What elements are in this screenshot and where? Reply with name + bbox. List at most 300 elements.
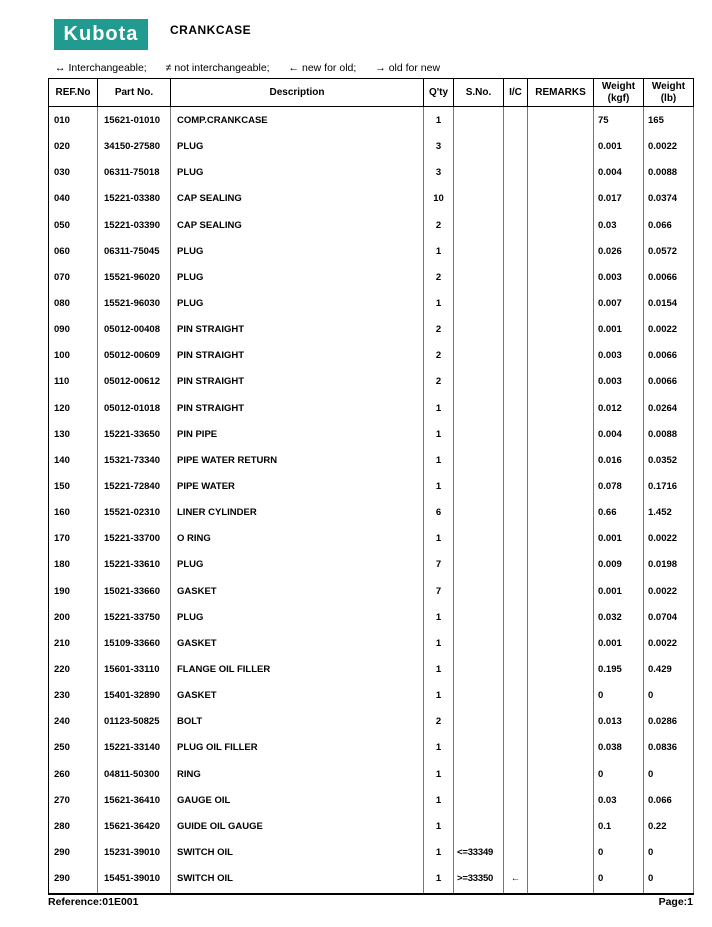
cell-weight-kgf: 0.001 xyxy=(594,134,644,160)
cell-ic xyxy=(504,395,528,421)
cell-qty: 7 xyxy=(424,552,454,578)
cell-sno xyxy=(454,500,504,526)
cell-refno: 110 xyxy=(49,369,98,395)
cell-qty: 1 xyxy=(424,866,454,892)
reference-label: Reference:01E001 xyxy=(48,896,139,908)
cell-qty: 1 xyxy=(424,604,454,630)
cell-refno: 280 xyxy=(49,813,98,839)
cell-refno: 150 xyxy=(49,473,98,499)
cell-remarks xyxy=(528,134,594,160)
table-row xyxy=(49,134,694,160)
cell-description: PLUG xyxy=(171,238,424,264)
cell-qty: 1 xyxy=(424,526,454,552)
page-title: CRANKCASE xyxy=(170,23,252,37)
cell-sno xyxy=(454,343,504,369)
cell-remarks xyxy=(528,839,594,865)
cell-description: PLUG xyxy=(171,552,424,578)
cell-qty: 1 xyxy=(424,656,454,682)
cell-weight-kgf: 0.003 xyxy=(594,369,644,395)
parts-table-body xyxy=(49,107,694,892)
cell-description: PIN STRAIGHT xyxy=(171,395,424,421)
cell-remarks xyxy=(528,709,594,735)
cell-remarks xyxy=(528,186,594,212)
cell-qty: 1 xyxy=(424,683,454,709)
cell-remarks xyxy=(528,813,594,839)
cell-remarks xyxy=(528,290,594,316)
cell-partno: 15221-03380 xyxy=(98,186,171,212)
cell-partno: 04811-50300 xyxy=(98,761,171,787)
cell-sno xyxy=(454,683,504,709)
cell-remarks xyxy=(528,735,594,761)
cell-remarks xyxy=(528,421,594,447)
cell-ic xyxy=(504,421,528,447)
cell-partno: 15221-33700 xyxy=(98,526,171,552)
cell-ic xyxy=(504,709,528,735)
cell-weight-kgf: 0.001 xyxy=(594,578,644,604)
cell-ic xyxy=(504,160,528,186)
cell-ic xyxy=(504,656,528,682)
table-row xyxy=(49,238,694,264)
right-arrow-icon: → xyxy=(375,62,386,74)
table-row xyxy=(49,160,694,186)
table-row xyxy=(49,735,694,761)
cell-remarks xyxy=(528,369,594,395)
cell-description: PLUG xyxy=(171,264,424,290)
cell-partno: 15221-33610 xyxy=(98,552,171,578)
cell-weight-kgf: 0.03 xyxy=(594,787,644,813)
cell-description: GUIDE OIL GAUGE xyxy=(171,813,424,839)
cell-refno: 060 xyxy=(49,238,98,264)
cell-weight-lb: 0.0022 xyxy=(644,317,694,343)
cell-weight-kgf: 0.003 xyxy=(594,264,644,290)
cell-weight-lb: 0 xyxy=(644,839,694,865)
cell-description: CAP SEALING xyxy=(171,212,424,238)
cell-sno xyxy=(454,107,504,134)
table-row xyxy=(49,761,694,787)
cell-refno: 120 xyxy=(49,395,98,421)
cell-weight-kgf: 0 xyxy=(594,761,644,787)
col-header-weight-kgf: Weight (kgf) xyxy=(594,79,644,107)
cell-sno xyxy=(454,735,504,761)
cell-sno xyxy=(454,317,504,343)
cell-weight-kgf: 0.003 xyxy=(594,343,644,369)
table-row xyxy=(49,526,694,552)
cell-description: PLUG OIL FILLER xyxy=(171,735,424,761)
cell-weight-kgf: 0.017 xyxy=(594,186,644,212)
cell-weight-kgf: 75 xyxy=(594,107,644,134)
cell-qty: 2 xyxy=(424,212,454,238)
cell-weight-kgf: 0.004 xyxy=(594,160,644,186)
cell-weight-lb: 0.0022 xyxy=(644,578,694,604)
cell-qty: 2 xyxy=(424,317,454,343)
page-footer xyxy=(48,896,693,908)
cell-sno xyxy=(454,604,504,630)
cell-weight-kgf: 0 xyxy=(594,866,644,892)
cell-qty: 1 xyxy=(424,107,454,134)
parts-table xyxy=(48,78,694,895)
legend-item-not-interchangeable xyxy=(166,62,270,74)
cell-sno xyxy=(454,212,504,238)
cell-remarks xyxy=(528,787,594,813)
col-header-remarks: REMARKS xyxy=(528,79,594,107)
cell-refno: 090 xyxy=(49,317,98,343)
cell-qty: 2 xyxy=(424,369,454,395)
cell-qty: 3 xyxy=(424,134,454,160)
table-row xyxy=(49,473,694,499)
cell-refno: 140 xyxy=(49,447,98,473)
cell-partno: 15221-33140 xyxy=(98,735,171,761)
cell-remarks xyxy=(528,473,594,499)
cell-partno: 15221-72840 xyxy=(98,473,171,499)
cell-refno: 050 xyxy=(49,212,98,238)
table-row xyxy=(49,290,694,316)
cell-weight-lb: 1.452 xyxy=(644,500,694,526)
col-header-sno: S.No. xyxy=(454,79,504,107)
cell-sno xyxy=(454,290,504,316)
cell-ic xyxy=(504,604,528,630)
cell-sno xyxy=(454,369,504,395)
cell-sno: <=33349 xyxy=(454,839,504,865)
cell-qty: 7 xyxy=(424,578,454,604)
cell-refno: 230 xyxy=(49,683,98,709)
cell-weight-kgf: 0.032 xyxy=(594,604,644,630)
cell-sno: >=33350 xyxy=(454,866,504,892)
cell-partno: 05012-00408 xyxy=(98,317,171,343)
table-row xyxy=(49,500,694,526)
table-row xyxy=(49,839,694,865)
table-row xyxy=(49,552,694,578)
cell-partno: 15221-03390 xyxy=(98,212,171,238)
cell-weight-kgf: 0.013 xyxy=(594,709,644,735)
cell-weight-lb: 0.0836 xyxy=(644,735,694,761)
table-row xyxy=(49,395,694,421)
cell-weight-kgf: 0.078 xyxy=(594,473,644,499)
cell-sno xyxy=(454,813,504,839)
cell-description: GAUGE OIL xyxy=(171,787,424,813)
cell-remarks xyxy=(528,317,594,343)
cell-weight-lb: 0.0088 xyxy=(644,421,694,447)
cell-remarks xyxy=(528,630,594,656)
cell-weight-kgf: 0.004 xyxy=(594,421,644,447)
cell-weight-lb: 0.0374 xyxy=(644,186,694,212)
cell-qty: 1 xyxy=(424,787,454,813)
cell-weight-lb: 0.429 xyxy=(644,656,694,682)
cell-sno xyxy=(454,552,504,578)
page-number-label: Page:1 xyxy=(658,896,693,908)
cell-refno: 290 xyxy=(49,839,98,865)
cell-sno xyxy=(454,709,504,735)
cell-ic xyxy=(504,186,528,212)
cell-qty: 1 xyxy=(424,447,454,473)
table-row xyxy=(49,343,694,369)
table-row xyxy=(49,709,694,735)
cell-qty: 10 xyxy=(424,186,454,212)
cell-remarks xyxy=(528,212,594,238)
cell-remarks xyxy=(528,395,594,421)
cell-partno: 05012-00609 xyxy=(98,343,171,369)
table-row xyxy=(49,317,694,343)
cell-description: PIN STRAIGHT xyxy=(171,317,424,343)
cell-partno: 15621-01010 xyxy=(98,107,171,134)
cell-sno xyxy=(454,134,504,160)
cell-ic xyxy=(504,264,528,290)
cell-remarks xyxy=(528,264,594,290)
cell-partno: 06311-75018 xyxy=(98,160,171,186)
cell-ic xyxy=(504,473,528,499)
cell-weight-lb: 0.0022 xyxy=(644,526,694,552)
table-row xyxy=(49,447,694,473)
cell-remarks xyxy=(528,604,594,630)
cell-remarks xyxy=(528,238,594,264)
cell-refno: 250 xyxy=(49,735,98,761)
parts-table-header xyxy=(49,79,694,107)
cell-weight-lb: 0 xyxy=(644,683,694,709)
col-header-partno: Part No. xyxy=(98,79,171,107)
cell-qty: 1 xyxy=(424,735,454,761)
cell-ic xyxy=(504,630,528,656)
cell-refno: 040 xyxy=(49,186,98,212)
cell-refno: 160 xyxy=(49,500,98,526)
cell-qty: 1 xyxy=(424,421,454,447)
cell-sno xyxy=(454,238,504,264)
cell-description: SWITCH OIL xyxy=(171,839,424,865)
cell-weight-lb: 0.0572 xyxy=(644,238,694,264)
cell-refno: 020 xyxy=(49,134,98,160)
cell-weight-lb: 0.22 xyxy=(644,813,694,839)
cell-ic xyxy=(504,317,528,343)
cell-remarks xyxy=(528,552,594,578)
cell-qty: 2 xyxy=(424,343,454,369)
cell-ic xyxy=(504,813,528,839)
legend-label: new for old; xyxy=(302,62,357,74)
cell-partno: 05012-00612 xyxy=(98,369,171,395)
cell-remarks xyxy=(528,343,594,369)
cell-description: PLUG xyxy=(171,604,424,630)
cell-ic xyxy=(504,683,528,709)
cell-sno xyxy=(454,447,504,473)
cell-weight-lb: 0.0022 xyxy=(644,134,694,160)
cell-weight-lb: 0.0022 xyxy=(644,630,694,656)
cell-partno: 15021-33660 xyxy=(98,578,171,604)
cell-refno: 270 xyxy=(49,787,98,813)
cell-refno: 200 xyxy=(49,604,98,630)
cell-ic xyxy=(504,552,528,578)
cell-partno: 15451-39010 xyxy=(98,866,171,892)
cell-ic xyxy=(504,369,528,395)
cell-ic xyxy=(504,238,528,264)
cell-description: CAP SEALING xyxy=(171,186,424,212)
left-arrow-icon: ← xyxy=(288,62,299,74)
cell-ic xyxy=(504,500,528,526)
cell-description: PIPE WATER RETURN xyxy=(171,447,424,473)
cell-remarks xyxy=(528,500,594,526)
cell-ic xyxy=(504,290,528,316)
parts-table-filler xyxy=(49,892,694,894)
cell-remarks xyxy=(528,866,594,892)
cell-weight-kgf: 0.038 xyxy=(594,735,644,761)
col-header-qty: Q'ty xyxy=(424,79,454,107)
table-row xyxy=(49,787,694,813)
cell-ic xyxy=(504,735,528,761)
col-header-description: Description xyxy=(171,79,424,107)
cell-qty: 1 xyxy=(424,238,454,264)
cell-weight-lb: 0.066 xyxy=(644,212,694,238)
cell-weight-kgf: 0.007 xyxy=(594,290,644,316)
cell-partno: 15621-36420 xyxy=(98,813,171,839)
table-row xyxy=(49,107,694,134)
col-header-refno: REF.No xyxy=(49,79,98,107)
cell-weight-lb: 0.0264 xyxy=(644,395,694,421)
table-row xyxy=(49,866,694,892)
cell-description: BOLT xyxy=(171,709,424,735)
cell-ic xyxy=(504,107,528,134)
cell-remarks xyxy=(528,160,594,186)
cell-sno xyxy=(454,787,504,813)
cell-weight-kgf: 0.001 xyxy=(594,526,644,552)
cell-refno: 010 xyxy=(49,107,98,134)
legend-label: Interchangeable; xyxy=(68,62,147,74)
cell-sno xyxy=(454,526,504,552)
cell-weight-kgf: 0.012 xyxy=(594,395,644,421)
cell-sno xyxy=(454,186,504,212)
cell-description: COMP.CRANKCASE xyxy=(171,107,424,134)
cell-partno: 15401-32890 xyxy=(98,683,171,709)
cell-partno: 15321-73340 xyxy=(98,447,171,473)
not-interchangeable-icon: ≠ xyxy=(165,62,172,74)
cell-weight-lb: 165 xyxy=(644,107,694,134)
filler-row xyxy=(49,892,694,894)
cell-weight-lb: 0.0198 xyxy=(644,552,694,578)
cell-weight-kgf: 0.016 xyxy=(594,447,644,473)
interchangeable-arrow-icon: ↔ xyxy=(55,62,66,74)
cell-weight-lb: 0.0066 xyxy=(644,369,694,395)
cell-qty: 1 xyxy=(424,630,454,656)
cell-partno: 05012-01018 xyxy=(98,395,171,421)
cell-weight-kgf: 0.009 xyxy=(594,552,644,578)
cell-sno xyxy=(454,395,504,421)
cell-sno xyxy=(454,578,504,604)
cell-weight-lb: 0.0066 xyxy=(644,343,694,369)
cell-remarks xyxy=(528,656,594,682)
cell-weight-kgf: 0.026 xyxy=(594,238,644,264)
kubota-logo xyxy=(54,19,148,50)
cell-sno xyxy=(454,160,504,186)
cell-description: PLUG xyxy=(171,290,424,316)
cell-remarks xyxy=(528,761,594,787)
table-row xyxy=(49,212,694,238)
cell-refno: 100 xyxy=(49,343,98,369)
cell-description: PIN STRAIGHT xyxy=(171,369,424,395)
cell-description: PIN PIPE xyxy=(171,421,424,447)
cell-qty: 3 xyxy=(424,160,454,186)
cell-qty: 2 xyxy=(424,709,454,735)
table-row xyxy=(49,604,694,630)
cell-description: PLUG xyxy=(171,160,424,186)
cell-qty: 1 xyxy=(424,290,454,316)
cell-description: SWITCH OIL xyxy=(171,866,424,892)
cell-weight-kgf: 0.03 xyxy=(594,212,644,238)
cell-ic xyxy=(504,526,528,552)
cell-description: LINER CYLINDER xyxy=(171,500,424,526)
legend-label: not interchangeable; xyxy=(174,62,270,74)
cell-refno: 070 xyxy=(49,264,98,290)
cell-refno: 210 xyxy=(49,630,98,656)
table-row xyxy=(49,630,694,656)
cell-ic xyxy=(504,343,528,369)
cell-partno: 15231-39010 xyxy=(98,839,171,865)
cell-partno: 15621-36410 xyxy=(98,787,171,813)
cell-partno: 15521-02310 xyxy=(98,500,171,526)
cell-refno: 290 xyxy=(49,866,98,892)
cell-partno: 15521-96020 xyxy=(98,264,171,290)
table-row xyxy=(49,369,694,395)
cell-description: GASKET xyxy=(171,578,424,604)
table-row xyxy=(49,421,694,447)
cell-partno: 34150-27580 xyxy=(98,134,171,160)
cell-weight-lb: 0.1716 xyxy=(644,473,694,499)
cell-refno: 240 xyxy=(49,709,98,735)
cell-refno: 180 xyxy=(49,552,98,578)
cell-refno: 130 xyxy=(49,421,98,447)
cell-ic xyxy=(504,839,528,865)
cell-partno: 01123-50825 xyxy=(98,709,171,735)
cell-description: PLUG xyxy=(171,134,424,160)
col-header-weight-lb: Weight (lb) xyxy=(644,79,694,107)
cell-sno xyxy=(454,656,504,682)
table-row xyxy=(49,186,694,212)
cell-description: GASKET xyxy=(171,630,424,656)
cell-remarks xyxy=(528,683,594,709)
cell-partno: 15601-33110 xyxy=(98,656,171,682)
cell-qty: 6 xyxy=(424,500,454,526)
cell-weight-kgf: 0.66 xyxy=(594,500,644,526)
cell-sno xyxy=(454,630,504,656)
cell-refno: 190 xyxy=(49,578,98,604)
table-row xyxy=(49,813,694,839)
cell-remarks xyxy=(528,447,594,473)
cell-description: PIPE WATER xyxy=(171,473,424,499)
col-header-ic: I/C xyxy=(504,79,528,107)
cell-remarks xyxy=(528,107,594,134)
table-row xyxy=(49,656,694,682)
cell-weight-lb: 0.0352 xyxy=(644,447,694,473)
cell-ic xyxy=(504,134,528,160)
cell-weight-kgf: 0.1 xyxy=(594,813,644,839)
cell-weight-kgf: 0 xyxy=(594,683,644,709)
cell-partno: 06311-75045 xyxy=(98,238,171,264)
cell-qty: 1 xyxy=(424,761,454,787)
cell-weight-lb: 0.0154 xyxy=(644,290,694,316)
parts-table-container xyxy=(48,78,694,895)
cell-refno: 170 xyxy=(49,526,98,552)
cell-weight-kgf: 0.195 xyxy=(594,656,644,682)
table-row xyxy=(49,578,694,604)
cell-weight-lb: 0.0704 xyxy=(644,604,694,630)
cell-weight-lb: 0.0066 xyxy=(644,264,694,290)
cell-description: GASKET xyxy=(171,683,424,709)
cell-partno: 15221-33750 xyxy=(98,604,171,630)
cell-weight-kgf: 0.001 xyxy=(594,317,644,343)
cell-ic xyxy=(504,447,528,473)
cell-ic: ← xyxy=(504,866,528,892)
legend-label: old for new xyxy=(388,62,441,74)
cell-remarks xyxy=(528,578,594,604)
cell-weight-lb: 0.0088 xyxy=(644,160,694,186)
cell-refno: 260 xyxy=(49,761,98,787)
cell-refno: 220 xyxy=(49,656,98,682)
cell-weight-kgf: 0 xyxy=(594,839,644,865)
cell-description: O RING xyxy=(171,526,424,552)
